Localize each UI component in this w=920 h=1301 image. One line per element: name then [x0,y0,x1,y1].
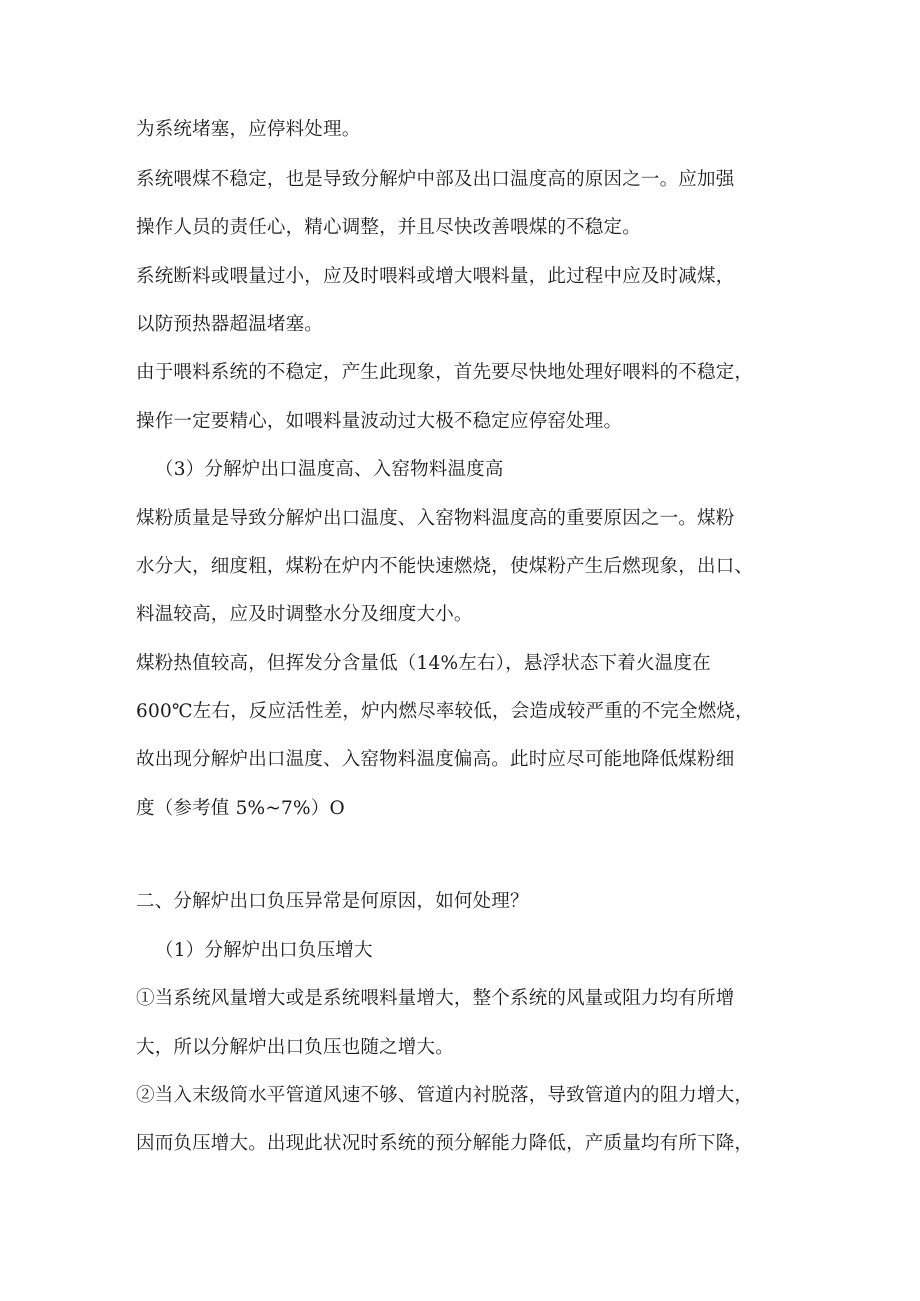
text-line: 料温较高，应及时调整水分及细度大小。 [136,604,473,625]
text-line: 因而负压增大。出现此状况时系统的预分解能力降低，产质量均有所下降， [136,1133,754,1154]
text-line: 由于喂料系统的不稳定，产生此现象，首先要尽快地处理好喂料的不稳定， [136,362,754,383]
text-line: ①当系统风量增大或是系统喂料量增大，整个系统的风量或阻力均有所增 [136,988,735,1009]
text-line: 为系统堵塞，应停料处理。 [136,119,361,140]
text-line: 系统断料或喂量过小，应及时喂料或增大喂料量，此过程中应及时减煤， [136,266,735,287]
section-heading: （1）分解炉出口负压增大 [155,940,373,961]
text-line: 以防预热器超温堵塞。 [136,314,324,335]
text-line: 大，所以分解炉出口负压也随之增大。 [136,1037,454,1058]
text-line: 水分大，细度粗，煤粉在炉内不能快速燃烧，使煤粉产生后燃现象，出口、 [136,556,754,577]
text-line: 操作人员的责任心，精心调整，并且尽快改善喂煤的不稳定。 [136,217,641,238]
text-line: 系统喂煤不稳定，也是导致分解炉中部及出口温度高的原因之一。应加强 [136,169,735,190]
question-heading: 二、分解炉出口负压异常是何原因，如何处理？ [136,891,529,912]
text-line: 煤粉质量是导致分解炉出口温度、入窑物料温度高的重要原因之一。煤粉 [136,508,735,529]
text-line: 600℃左右，反应活性差，炉内燃尽率较低，会造成较严重的不完全燃烧， [136,701,754,722]
text-line: ②当入末级筒水平管道风速不够、管道内衬脱落，导致管道内的阻力增大， [136,1085,754,1106]
text-line: 操作一定要精心，如喂料量波动过大极不稳定应停窑处理。 [136,411,623,432]
text-line: 煤粉热值较高，但挥发分含量低（14%左右），悬浮状态下着火温度在 [136,653,711,674]
text-line: 故出现分解炉出口温度、入窑物料温度偏高。此时应尽可能地降低煤粉细 [136,749,735,770]
section-heading: （3）分解炉出口温度高、入窑物料温度高 [155,459,504,480]
text-line: 度（参考值 5%~7%）O [136,798,345,819]
